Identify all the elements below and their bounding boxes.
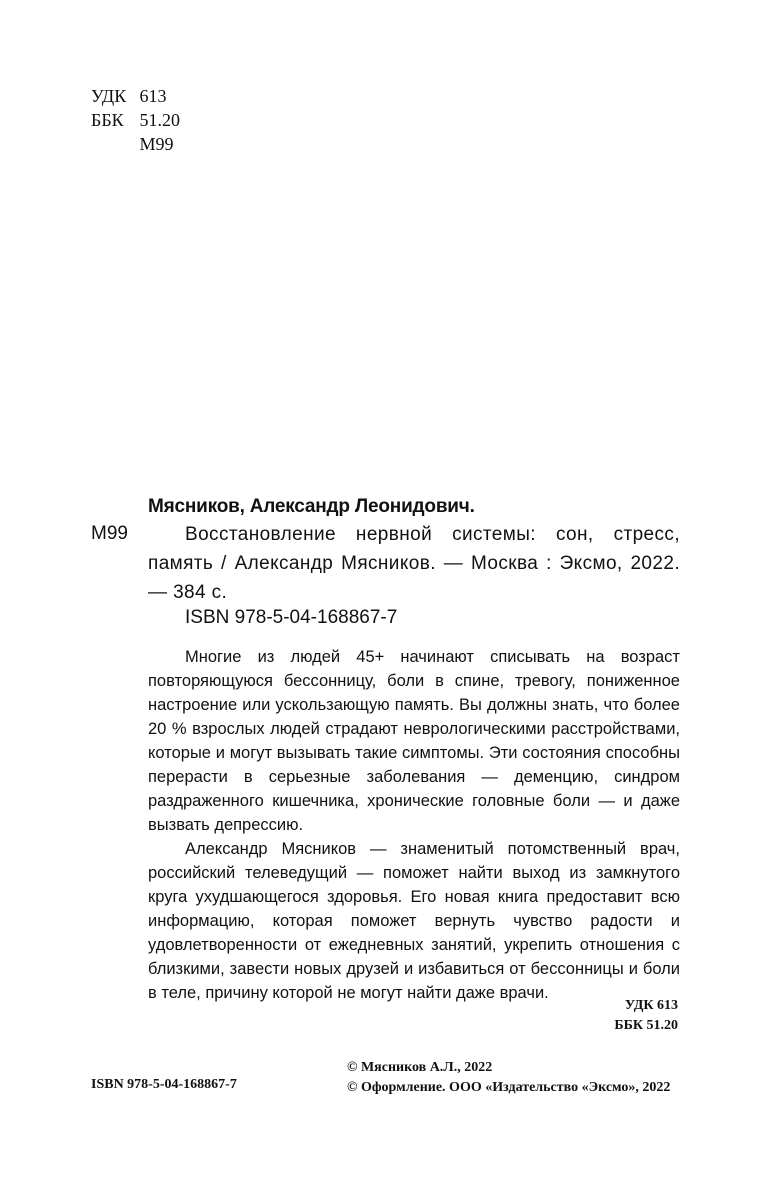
bbk-row	[91, 108, 180, 132]
author-mark-row	[91, 132, 180, 156]
copyright-design: © Оформление. ООО «Издательство «Эксмо», 2022	[347, 1080, 671, 1095]
copyright-block	[347, 1058, 670, 1098]
annotation	[148, 645, 680, 1005]
bbk-value: 51.20	[139, 110, 180, 130]
annotation-paragraph-2: Александр Мясников — знаменитый потомственный врач, российский телеведущий — поможет найти выход из замкнутого круга ухудшающегося здоровья. Его новая книга предоставит всю информацию, которая поможет вернуть чувство радости и удовлетворенности от ежедневных занятий, укрепить отношения с близкими, завести новых друзей и избавиться от бессонницы и боли в теле, причину которой не могут найти даже врачи.	[148, 840, 680, 1002]
footer-codes	[540, 996, 678, 1036]
bbk-label: ББК	[91, 110, 124, 130]
footer-bbk: ББК 51.20	[614, 1018, 678, 1033]
annotation-paragraph-1: Многие из людей 45+ начинают списывать на возраст повторяющуюся бессонницу, боли в спине, тревогу, пониженное настроение или ускользающую память. Вы должны знать, что более 20 % взрослых людей страдают неврологическими расстройствами, которые и могут вызывать такие симптомы. Эти состояния способны перерасти в серьезные заболевания — деменцию, синдром раздраженного кишечника, хронические головные боли — и даже вызвать депрессию.	[148, 648, 680, 834]
card-author-mark: М99	[91, 523, 128, 544]
author-mark: М99	[139, 134, 174, 154]
udk-label: УДК	[91, 86, 127, 106]
card-author: Мясников, Александр Леонидович.	[148, 496, 475, 517]
footer-isbn: ISBN 978-5-04-168867-7	[91, 1077, 237, 1092]
udk-row	[91, 84, 180, 108]
card-isbn: ISBN 978-5-04-168867-7	[185, 607, 398, 628]
copyright-author: © Мясников А.Л., 2022	[347, 1060, 493, 1075]
udk-value: 613	[139, 86, 167, 106]
footer-udk: УДК 613	[624, 998, 678, 1013]
card-title: Восстановление нервной системы: сон, стресс, память / Александр Мясников. — Москва : Эксмо, 2022. — 384 с.	[148, 524, 680, 603]
classification-codes	[91, 84, 180, 156]
